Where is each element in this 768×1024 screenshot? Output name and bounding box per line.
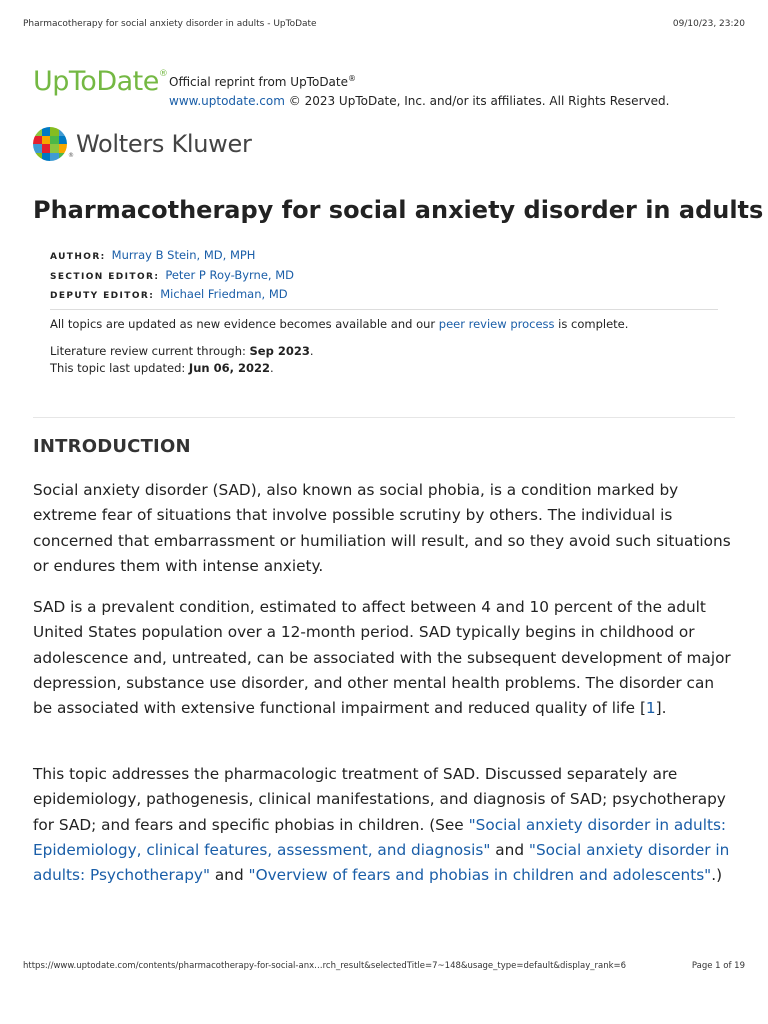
reprint-line: Official reprint from UpToDate [169,75,348,89]
print-footer-url: https://www.uptodate.com/contents/pharmacotherapy-for-social-anx…rch_result&selectedTitle=7~148&usage_type=default&display_rank=6 [23,961,627,971]
introduction-heading: INTRODUCTION [33,436,191,457]
divider [50,309,718,310]
review-dates [50,343,314,377]
uptodate-site-link[interactable]: www.uptodate.com [169,94,285,108]
print-footer-page: Page 1 of 19 [691,961,745,971]
uptodate-logo-text: UpToDate [33,66,159,97]
intro-paragraph-2-text: SAD is a prevalent condition, estimated to affect between 4 and 10 percent of the adult United States population over a 12-month period. SAD typically begins in childhood or adolescence and, untreated, can be associated with the subsequent development of major depression, substance use disorder, and other mental health problems. The disorder can be associated with extensive functional impairment and reduced quality of life [ [33,598,731,718]
link-sad-psychotherapy[interactable]: "Social anxiety disorder in adults: Psychotherapy" [33,840,730,885]
print-header-datetime: 09/10/23, 23:20 [672,19,745,29]
intro-paragraph-1: Social anxiety disorder (SAD), also known as social phobia, is a condition marked by extreme fear of situations that involve possible scrutiny by others. The individual is concerned that embarrassment or humiliation will result, and so they avoid such situations or endures them with intense anxiety. [33,481,731,575]
print-footer [23,961,745,975]
intro-paragraph-3 [33,762,738,888]
lit-review-label: Literature review current through: [50,344,250,358]
section-divider [33,417,735,418]
last-updated-period: . [269,361,274,375]
print-header [23,19,745,33]
reprint-notice [169,69,669,111]
link-fears-phobias-children[interactable]: "Overview of fears and phobias in children and adolescents" [248,866,712,885]
wolters-kluwer-logo [33,127,252,161]
link-sad-epidemiology[interactable]: "Social anxiety disorder in adults: Epidemiology, clinical features, assessment, and diagnosis" [33,815,727,859]
article-contributors [50,247,294,306]
wolters-kluwer-reg: ® [68,151,74,159]
deputy-editor-label: DEPUTY EDITOR: [50,291,155,302]
deputy-editor-link[interactable]: Michael Friedman, MD [160,287,288,302]
reprint-reg: ® [348,74,356,83]
last-updated-label: This topic last updated: [50,361,189,375]
lit-review-date: Sep 2023 [249,344,310,358]
section-editor-label: SECTION EDITOR: [50,271,160,282]
intro-paragraph-3-end: .) [711,866,723,885]
page-title: Pharmacotherapy for social anxiety disorder in adults [33,196,764,224]
section-editor-link[interactable]: Peter P Roy-Byrne, MD [165,267,295,282]
conjunction-2: and [210,866,249,885]
wolters-kluwer-globe-icon [33,127,67,161]
update-notice-end: is complete. [554,317,629,331]
intro-paragraph-2 [33,595,738,721]
uptodate-logo[interactable] [33,66,167,97]
print-header-title: Pharmacotherapy for social anxiety disorder in adults - UpToDate [23,19,317,29]
intro-paragraph-3-text: This topic addresses the pharmacologic treatment of SAD. Discussed separately are epidemiology, pathogenesis, clinical manifestations, and diagnosis of SAD; psychotherapy for SAD; and fears and specific phobias in children. (See [33,765,726,834]
update-notice [50,317,628,331]
intro-paragraph-2-end: ]. [655,699,667,718]
wolters-kluwer-name: Wolters Kluwer [76,130,252,158]
author-link[interactable]: Murray B Stein, MD, MPH [111,248,256,262]
lit-review-period: . [309,344,314,358]
last-updated-date: Jun 06, 2022 [188,361,270,375]
conjunction-1: and [490,840,529,859]
peer-review-link[interactable]: peer review process [438,317,555,331]
reference-link-1[interactable]: 1 [645,699,656,718]
author-label: AUTHOR: [50,252,106,262]
uptodate-logo-reg: ® [158,69,168,79]
copyright-text: © 2023 UpToDate, Inc. and/or its affiliates. All Rights Reserved. [284,94,670,108]
update-notice-text: All topics are updated as new evidence becomes available and our [50,317,439,331]
